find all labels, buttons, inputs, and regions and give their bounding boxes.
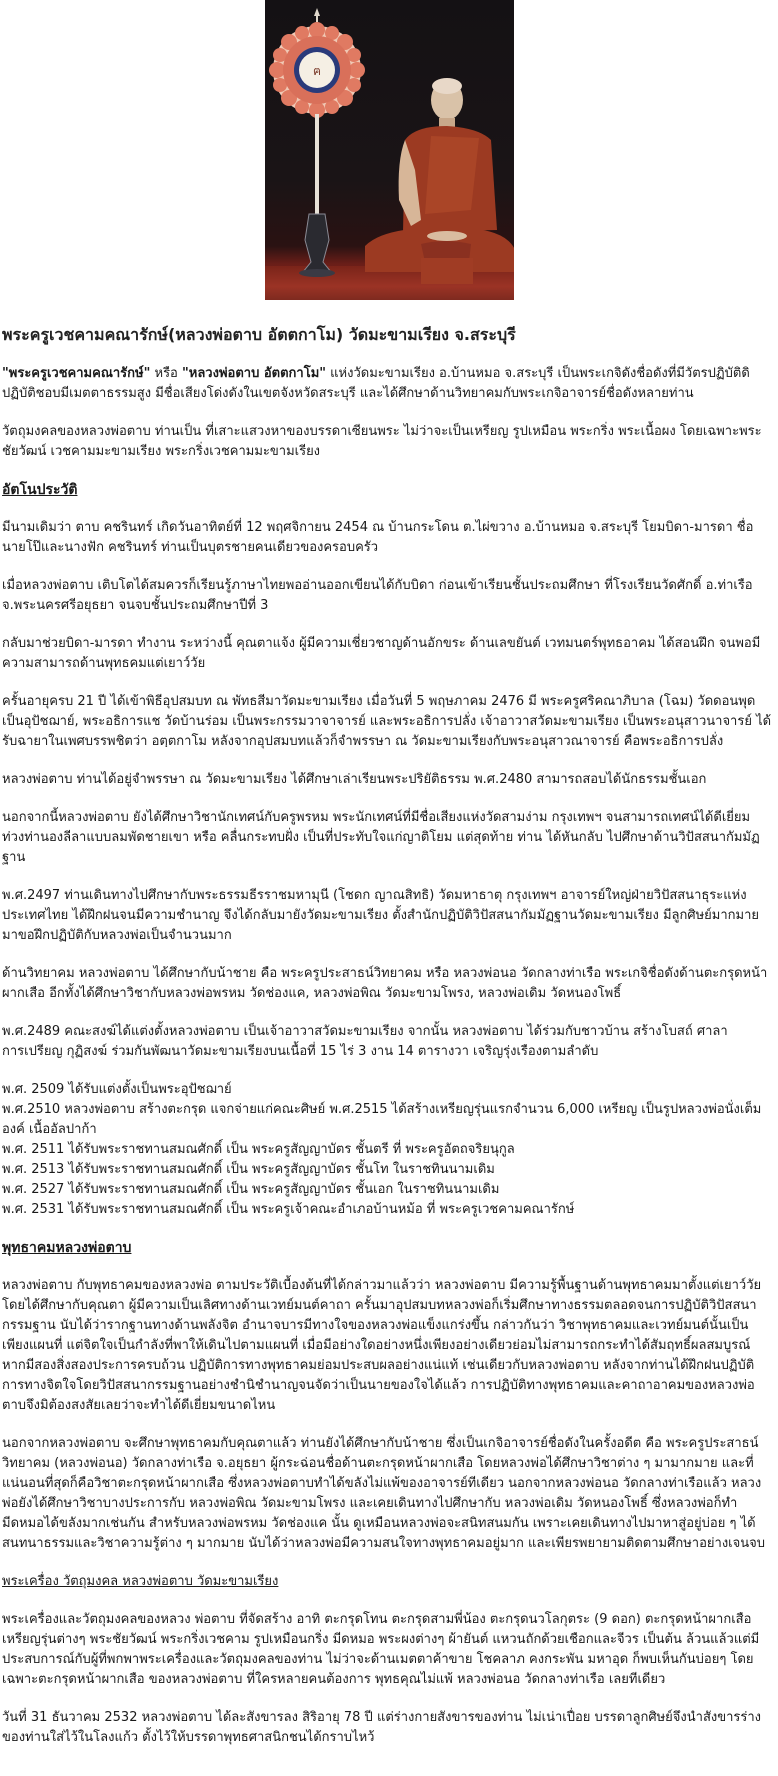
rank-timeline <box>0 1080 778 1220</box>
ceremonial-fan-icon <box>269 8 365 277</box>
section-heading-buddhakhom: พุทธาคมหลวงพ่อตาบ <box>2 1240 132 1256</box>
name-official: "พระครูเวชคามคณารักษ์" <box>2 366 151 381</box>
timeline-item: พ.ศ. 2511 ได้รับพระราชทานสมณศักดิ์ เป็น พระครูสัญญาบัตร ชั้นตรี ที่ พระครูอัตถจริยนุกูล <box>2 1142 515 1157</box>
photo-container <box>0 0 778 300</box>
timeline-item: พ.ศ. 2527 ได้รับพระราชทานสมณศักดิ์ เป็น พระครูสัญญาบัตร ชั้นเอก ในราชทินนามเดิม <box>2 1182 500 1197</box>
bio-paragraph: นอกจากนี้หลวงพ่อตาบ ยังได้ศึกษาวิชานักเทศน์กับครูพรหม พระนักเทศน์ที่มีชื่อเสียงแห่งวัดสามง่าม กรุงเทพฯ จนสามารถเทศน์ได้ดีเยี่ยม ท่วงท่านองลีลาแบบลมพัดชายเขา หรือ คลื่นกระทบฝั่ง เป็นที่ประทับใจแก่ญาติโยม แต่สุดท้าย ท่าน ได้หันกลับ ไปศึกษาด้านวิปัสสนากัมมัฏฐาน <box>2 810 760 865</box>
bio-paragraph: เมื่อหลวงพ่อตาบ เติบโตได้สมควรก็เรียนรู้ภาษาไทยพออ่านออกเขียนได้กับบิดา ก่อนเข้าเรียนชั้นประถมศึกษา ที่โรงเรียนวัดศักดิ์ อ.ท่าเรือ จ.พระนครศรีอยุธยา จนจบชั้นประถมศึกษาปีที่ 3 <box>2 578 753 613</box>
intro-connector: หรือ <box>150 366 182 381</box>
timeline-item: พ.ศ.2510 หลวงพ่อตาบ สร้างตะกรุด แจกจ่ายแก่คณะศิษย์ พ.ศ.2515 ได้สร้างเหรียญรุ่นแรกจำนวน 6,000 เหรียญ เป็นรูปหลวงพ่อนั่งเต็มองค์ เนื้ออัลปาก้า <box>2 1102 762 1137</box>
intro-rest: แห่งวัดมะขามเรียง อ.บ้านหมอ จ.สระบุรี เป็นพระเกจิดังชื่อดังที่มีวัตรปฏิบัติดิปฏิบัติชอบมีเมตตาธรรมสูง มีชื่อเสียงโด่งดังในเขตจังหวัดสระบุรี และได้ศึกษาด้านวิทยาคมกับพระเกจิอาจารย์ชื่อดังหลายท่าน <box>2 366 750 401</box>
bio-paragraph: ด้านวิทยาคม หลวงพ่อตาบ ได้ศึกษากับน้าชาย คือ พระครูประสาธน์วิทยาคม หรือ หลวงพ่อนอ วัดกลางท่าเรือ พระเกจิชื่อดังด้านตะกรุดหน้าผากเสือ อีกทั้งได้ศึกษาวิชากับหลวงพ่อพรหม วัดช่องแค, หลวงพ่อพิณ วัดมะขามโพรง, หลวงพ่อเดิม วัดหนองโพธิ์ <box>2 966 768 1001</box>
bio-paragraph: หลวงพ่อตาบ ท่านได้อยู่จำพรรษา ณ วัดมะขามเรียง ได้ศึกษาเล่าเรียนพระปริยัติธรรม พ.ศ.2480 สามารถสอบได้นักธรรมชั้นเอก <box>2 772 707 787</box>
amulets-intro-paragraph: วัตถุมงคลของหลวงพ่อตาบ ท่านเป็น ที่เสาะแสวงหาของบรรดาเซียนพระ ไม่ว่าจะเป็นเหรียญ รูปเหมือน พระกริ่ง พระเนื้อผง โดยเฉพาะพระชัยวัฒน์ เวชคามมะขามเรียง พระกริ่งเวชคามมะขามเรียง <box>2 424 762 459</box>
timeline-item: พ.ศ. 2513 ได้รับพระราชทานสมณศักดิ์ เป็น พระครูสัญญาบัตร ชั้นโท ในราชทินนามเดิม <box>2 1162 495 1177</box>
buddhakhom-paragraph: หลวงพ่อตาบ กับพุทธาคมของหลวงพ่อ ตามประวัติเบื้องต้นที่ได้กล่าวมาแล้วว่า หลวงพ่อตาบ มีความรู้พื้นฐานด้านพุทธาคมมาตั้งแต่เยาว์วัยโดยได้ศึกษากับคุณตา ผู้มีความเป็นเลิศทางด้านเวทย์มนต์คาถา ครั้นมาอุปสมบทหลวงพ่อก็เริ่มศึกษาทางธรรมตลอดจนการปฏิบัติวิปัสสนากรรมฐาน นับได้ว่ารากฐานทางด้านพลังจิต อำนาจบารมีทางใจของหลวงพ่อแข็งแกร่งขึ้น กล่าวกันว่า วิชาพุทธาคมและเวทย์มนต์นั้นเป็นเพียงแผนที่ แต่จิตใจเป็นกำลังที่พาให้เดินไปตามแผนที่ เมื่อมีอย่างใดอย่างหนึ่งเพียงอย่างเดียวย่อมไม่สามารถกระทำได้สัมฤทธิ์ผลสมบูรณ์ หากมีสองสิ่งสองประการครบถ้วน ปฏิบัติการทางพุทธาคมย่อมประสบผลอย่างแน่แท้ เช่นเดียวกับหลวงพ่อตาบ หลังจากท่านได้ฝึกฝนปฏิบัติการทางจิตใจโดยวิปัสสนากรรมฐานอย่างชำนิชำนาญจนจัดว่าเป็นนายของใจได้แล้ว การปฏิบัติทางพุทธาคมและคาถาอาคมของหลวงพ่อตาบจึงมิต้องสงสัยเลยว่าจะทำได้ดีเยี่ยมขนาดไหน <box>2 1278 762 1413</box>
bio-paragraph: พ.ศ.2489 คณะสงฆ์ได้แต่งตั้งหลวงพ่อตาบ เป็นเจ้าอาวาสวัดมะขามเรียง จากนั้น หลวงพ่อตาบ ได้ร่วมกับชาวบ้าน สร้างโบสถ์ ศาลาการเปรียญ กุฏิสงฆ์ ร่วมกันพัฒนาวัดมะขามเรียงบนเนื้อที่ 15 ไร่ 3 งาน 14 ตารางวา เจริญรุ่งเรืองตามลำดับ <box>2 1024 728 1059</box>
name-common: "หลวงพ่อตาบ อัตตกาโม" <box>182 366 327 381</box>
bio-paragraph: ครั้นอายุครบ 21 ปี ได้เข้าพิธีอุปสมบท ณ พัทธสีมาวัดมะขามเรียง เมื่อวันที่ 5 พฤษภาคม 2476 มี พระครูศริคณาภิบาล (โฉม) วัดดอนพุด เป็นอุปัชฌาย์, พระอธิการแช วัดบ้านร่อม เป็นพระกรรมวาจาจารย์ และพระอธิการปลั่ง เจ้าอาวาสวัดมะขามเรียง เป็นพระอนุสาวนาจารย์ ได้รับฉายาในเพศบรรพชิตว่า อตฺตกาโม หลังจากอุปสมบทแล้วก็จำพรรษา ณ วัดมะขามเรียงกับพระอนุสาวณาจารย์ คือพระอธิการปลั่ง <box>2 694 772 749</box>
bio-paragraph: มีนามเดิมว่า ตาบ คชรินทร์ เกิดวันอาทิตย์ที่ 12 พฤศจิกายน 2454 ณ บ้านกระโดน ต.ไผ่ขวาง อ.บ้านหมอ จ.สระบุรี โยมบิดา-มารดา ชื่อ นายโป๊และนางฟัก คชรินทร์ ท่านเป็นบุตรชายคนเดียวของครอบครัว <box>2 520 754 555</box>
monk-figure <box>365 78 514 284</box>
bio-paragraph: พ.ศ.2497 ท่านเดินทางไปศึกษากับพระธรรมธีรราชมหามุนี (โชดก ญาณสิทธิ) วัดมหาธาตุ กรุงเทพฯ อาจารย์ใหญ่ฝ่ายวิปัสสนาธุระแห่งประเทศไทย ได้ฝึกฝนจนมีความชำนาญ จึงได้กลับมายังวัดมะขามเรียง ตั้งสำนักปฏิบัติวิปัสสนากัมมัฏฐานวัดมะขามเรียง มีลูกศิษย์มากมายมาขอฝึกปฏิบัติกับหลวงพ่อเป็นจำนวนมาก <box>2 888 760 943</box>
monk-portrait-image <box>265 0 514 300</box>
section-heading-amulets: พระเครื่อง วัตถุมงคล หลวงพ่อตาบ วัดมะขามเรียง <box>2 1574 279 1589</box>
intro-paragraph <box>0 364 778 404</box>
timeline-item: พ.ศ. 2509 ได้รับแต่งตั้งเป็นพระอุปัชฌาย์ <box>2 1082 232 1097</box>
page-title: พระครูเวชคามคณารักษ์(หลวงพ่อตาบ อัตตกาโม) วัดมะขามเรียง จ.สระบุรี <box>2 325 516 344</box>
death-paragraph: วันที่ 31 ธันวาคม 2532 หลวงพ่อตาบ ได้ละสังขารลง สิริอายุ 78 ปี แต่ร่างกายสังขารของท่าน ไม่เน่าเปื่อย บรรดาลูกศิษย์จึงนำสังขารร่างของท่านใส่ไว้ในโลงแก้ว ตั้งไว้ให้บรรดาพุทธศาสนิกชนได้กราบไหว้ <box>2 1710 762 1745</box>
bio-paragraph: กลับมาช่วยบิดา-มารดา ทำงาน ระหว่างนี้ คุณตาแจ้ง ผู้มีความเชี่ยวชาญด้านอักขระ ด้านเลขยันต์ เวทมนตร์พุทธอาคม ได้สอนฝึก จนพอมีความสามารถด้านพุทธคมแต่เยาว์วัย <box>2 636 761 671</box>
amulets-paragraph: พระเครื่องและวัตถุมงคลของหลวง พ่อตาบ ที่จัดสร้าง อาทิ ตะกรุดโทน ตะกรุดสามพี่น้อง ตะกรุดนวโลกุตระ (9 ดอก) ตะกรุดหน้าผากเสือ เหรียญรุ่นต่างๆ พระชัยวัฒน์ พระกริ่งเวชคาม รูปเหมือนกริ่ง มีดหมอ พระผงต่างๆ ผ้ายันต์ แหวนถักด้วยเชือกและจีวร เป็นต้น ล้วนแล้วแต่มีประสบการณ์กับผู้ที่พกพาพระเครื่องและวัตถุมงคลของท่าน ไม่ว่าจะด้านเมตตาค้าขาย โชคลาภ คงกระพัน มหาอุด ก็พบเห็นกันบ่อยๆ โดยเฉพาะตะกรุดหน้าผากเสือ ของหลวงพ่อตาบ ที่ใครหลายคนต้องการ พุทธคุณไม่แพ้ หลวงพ่อนอ วัดกลางท่าเรือ เลยทีเดียว <box>2 1612 760 1687</box>
timeline-item: พ.ศ. 2531 ได้รับพระราชทานสมณศักดิ์ เป็น พระครูเจ้าคณะอำเภอบ้านหม้อ ที่ พระครูเวชคามคณารักษ์ <box>2 1202 575 1217</box>
svg-text:ฅ: ฅ <box>312 64 321 78</box>
section-heading-biography: อัตโนประวัติ <box>2 482 78 498</box>
portrait-illustration <box>265 0 514 300</box>
buddhakhom-paragraph: นอกจากหลวงพ่อตาบ จะศึกษาพุทธาคมกับคุณตาแล้ว ท่านยังได้ศึกษากับน้าชาย ซึ่งเป็นเกจิอาจารย์ชื่อดังในครั้งอดีต คือ พระครูประสาธน์วิทยาคม (หลวงพ่อนอ) วัดกลางท่าเรือ จ.อยุธยา ผู้กระฉ่อนชื่อด้านตะกรุดหน้าผากเสือ โดยหลวงพ่อได้ศึกษาวิชาต่าง ๆ มามากมาย และที่แน่นอนที่สุดก็คือวิชาตะกรุดหน้าผากเสือ ซึ่งหลวงพ่อตาบทำได้ขลังไม่แพ้ของอาจารย์ทีเดียว นอกจากหลวงพ่อนอ วัดกลางท่าเรือแล้ว หลวงพ่อยังได้ศึกษาวิชาบางประการกับ หลวงพ่อพิณ วัดมะขามโพรง และเคยเดินทางไปศึกษากับ หลวงพ่อเดิม วัดหนองโพธิ์ ซึ่งหลวงพ่อก็ทำมีดหมอได้ขลังมากเช่นกัน สำหรับหลวงพ่อพรหม วัดช่องแค นั้น ดูเหมือนหลวงพ่อจะสนิทสนมกัน เพราะเคยเดินทางไปมาหาสู่อยู่บ่อย ๆ ได้สนทนาธรรมและวิชาความรู้ต่าง ๆ มากมาย นับได้ว่าหลวงพ่อมีความสนใจทางพุทธาคมอยู่มาก และเพียรพยายามติดตามศึกษาอย่างเจนจบ <box>2 1436 765 1551</box>
